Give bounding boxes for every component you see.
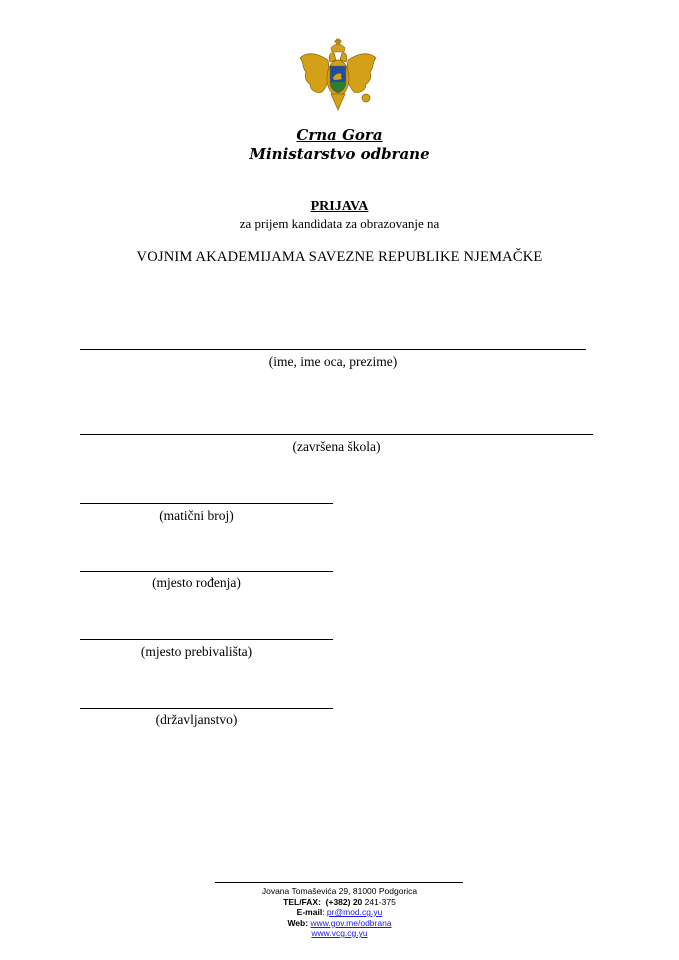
full-name-field[interactable]: [80, 349, 586, 350]
field-caption-id-number: (matični broj): [159, 508, 234, 523]
telfax-label: TEL/FAX:: [283, 896, 321, 907]
field-caption-citizenship: (državljanstvo): [155, 712, 238, 727]
field-caption-full-name: (ime, ime oca, prezime): [268, 354, 398, 369]
school-field[interactable]: [80, 434, 593, 435]
coat-of-arms-emblem: [298, 38, 378, 116]
footer-web2: [0, 928, 679, 939]
web-link-2[interactable]: www.vcg.cg.yu: [311, 928, 368, 938]
telfax-number: 241-375: [362, 896, 396, 907]
field-caption-birthplace: (mjesto rođenja): [152, 575, 241, 590]
footer-web: [0, 918, 679, 929]
email-label: E-mail: [296, 907, 323, 917]
academy-name: VOJNIM AKADEMIJAMA SAVEZNE REPUBLIKE NJEMAČKE: [136, 249, 543, 265]
birthplace-field[interactable]: [80, 571, 333, 572]
citizenship-field[interactable]: [80, 708, 333, 709]
footer-divider: [215, 882, 463, 883]
footer-email: E-mail: pr@mod.cg.yu: [296, 907, 383, 917]
footer-address: Jovana Tomaševića 29, 81000 Podgorica: [261, 886, 418, 896]
form-subtitle: za prijem kandidata za obrazovanje na: [239, 216, 440, 231]
residence-field[interactable]: [80, 639, 333, 640]
email-link[interactable]: pr@mod.cg.yu: [326, 907, 383, 917]
footer-contact: [0, 886, 679, 939]
telfax-prefix: (+382) 20: [325, 896, 363, 907]
footer-telfax: [0, 897, 679, 908]
field-caption-residence: (mjesto prebivališta): [140, 644, 253, 659]
ministry-name: Ministarstvo odbrane: [249, 145, 430, 163]
id-number-field[interactable]: [80, 503, 333, 504]
web-label: Web:: [287, 917, 309, 928]
field-caption-school: (završena škola): [292, 439, 381, 454]
country-name: Crna Gora: [296, 126, 383, 144]
form-title: PRIJAVA: [310, 199, 369, 214]
web-link[interactable]: www.gov.me/odbrana: [310, 917, 392, 928]
